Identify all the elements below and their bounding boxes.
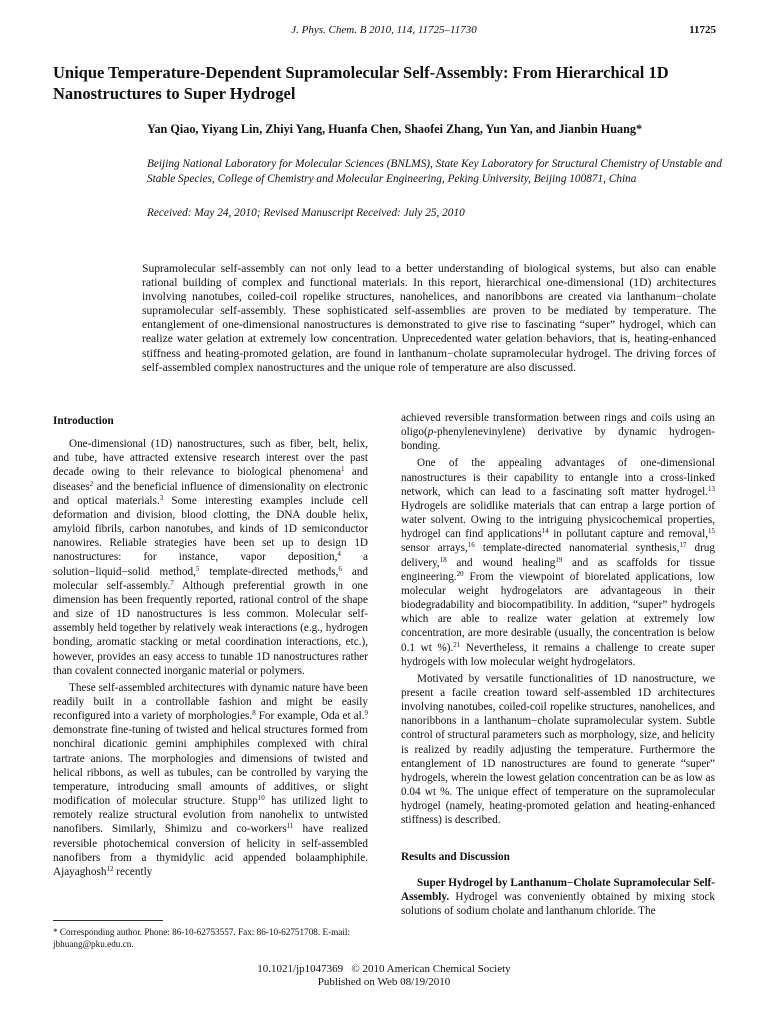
text-run: have realized reversible photochemical conversion of helicity in self-assembled nanofibers from a thymidylic acid appended bolaamphiphile. Ajayaghosh — [53, 823, 368, 878]
reference-marker: 5 — [195, 564, 200, 573]
text-run: For example, Oda et al. — [255, 710, 365, 723]
text-run: template-directed methods, — [199, 565, 339, 578]
reference-marker: 4 — [337, 550, 341, 559]
text-run: Some interesting examples include cell deformation and division, blood clotting, the DNA double helix, amyloid fibrils, carbon nanotubes, and kinds of 1D semiconductor nanowires. Reliable strategies have been set up to design 1D nanostructures: for instance, vapor deposition, — [53, 494, 368, 564]
reference-marker: 21 — [453, 640, 461, 649]
doi-copyright: 10.1021/jp1047369 © 2010 American Chemical Society — [257, 963, 511, 975]
reference-marker: 6 — [338, 564, 342, 573]
journal-citation: J. Phys. Chem. B 2010, 114, 11725–11730 — [291, 24, 477, 36]
reference-marker: 9 — [364, 709, 368, 718]
reference-marker: 13 — [708, 484, 715, 493]
reference-marker: 1 — [340, 465, 345, 474]
text-run: recently — [113, 865, 153, 878]
reference-marker: 10 — [257, 794, 265, 803]
reference-marker: 8 — [252, 709, 256, 718]
intro-paragraph-2 — [53, 681, 368, 879]
text-run: in pollutant capture and removal, — [548, 528, 708, 541]
page-number: 11725 — [689, 24, 716, 36]
text-run: and the beneficial influence of dimensionality on electronic and optical materials. — [53, 480, 368, 507]
reference-marker: 7 — [170, 578, 174, 587]
reference-marker: 15 — [708, 527, 715, 536]
text-run: sensor arrays, — [401, 542, 468, 555]
italic-text: p — [427, 426, 434, 439]
text-run: and wound healing — [446, 556, 556, 569]
intro-paragraph-4: Motivated by versatile functionalities of 1D nanostructure, we present a facile creation toward self-assembled 1D architectures involving nanotubes, coiled-coil ropelike structures, nanohelices, and nanoribbons in a lanthanum−cholate supramolecular system. Subtle control of structural parameters such as morphology, size, and helicity is realized by readily adjusting the temperature. Furthermore the entanglement of 1D nanostructures are found to generate “super” hydrogels, wherein the lowest gelation concentration can be as low as 0.04 wt %. The unique effect of temperature on the supramolecular hydrogel (namely, heating-promoted gelation and heating-enhanced stiffness) is described. — [401, 672, 715, 827]
author-list: Yan Qiao, Yiyang Lin, Zhiyi Yang, Huanfa Chen, Shaofei Zhang, Yun Yan, and Jianbin Huang* — [147, 122, 643, 136]
published-date: Published on Web 08/19/2010 — [317, 975, 451, 988]
affiliation: Beijing National Laboratory for Molecular Sciences (BNLMS), State Key Laboratory for Structural Chemistry of Unstable and Stable Species, College of Chemistry and Molecular Engineering, Peking University, Beijing 100871, China — [147, 158, 722, 185]
running-header — [0, 24, 768, 42]
text-run: and molecular self-assembly. — [53, 565, 369, 592]
article-title: Unique Temperature-Dependent Supramolecular Self-Assembly: From Hierarchical 1D Nanostructures to Super Hydrogel — [53, 63, 669, 103]
text-run: drug delivery, — [401, 542, 715, 569]
reference-marker: 12 — [106, 864, 114, 873]
results-heading: Results and Discussion — [401, 850, 510, 863]
text-run: One-dimensional (1D) nanostructures, such as fiber, belt, helix, and tube, have attracted extensive research interest over the past decade owing to their relevance to biological phenomena — [53, 438, 368, 479]
reference-marker: 2 — [89, 479, 94, 488]
text-run: Hydrogels are solidlike materials that can entrap a large portion of water solvent. Owing to the intriguing physicochemical properties, hydrogel can find applications — [401, 499, 715, 541]
text-run: demonstrate fine-tuning of twisted and helical structures formed from nonchiral dicationic gemini amphiphiles complexed with chiral tartrate anions. The morphologies and dimensions of twisted and helical ribbons, as well as tubules, can be controlled by varying the temperature, introducing small amounts of additives, or slight modification of molecular structure. Stupp — [53, 724, 368, 808]
received-dates: Received: May 24, 2010; Revised Manuscript Received: July 25, 2010 — [147, 207, 465, 219]
subsection-runin-heading: Super Hydrogel by Lanthanum−Cholate Supramolecular Self-Assembly. — [401, 876, 715, 903]
text-run: a solution−liquid−solid method, — [53, 551, 368, 578]
reference-marker: 19 — [555, 555, 563, 564]
left-column — [53, 411, 368, 882]
reference-marker: 14 — [541, 527, 549, 536]
results-paragraph-text: Hydrogel was conveniently obtained by mixing stock solutions of sodium cholate and lanthanum chloride. The — [401, 890, 715, 917]
reference-marker: 17 — [679, 541, 687, 550]
reference-marker: 20 — [456, 569, 464, 578]
text-run: template-directed nanomaterial synthesis, — [474, 542, 680, 555]
footnote-divider — [53, 920, 163, 921]
reference-marker: 11 — [286, 822, 294, 831]
introduction-heading: Introduction — [53, 415, 114, 427]
text-run: Although preferential growth in one dimension has been frequently reported, rational control of the shape and size of 1D nanostructures is less common. Molecular self-assembly held together by relatively weak interactions (e.g., hydrogen bonding, aromatic stacking or metal coordination interactions, etc.), however, provides an easy access to tunable 1D nanostructures rather than covalent connected inorganic material or polymers. — [53, 579, 368, 677]
corresponding-author-footnote: * Corresponding author. Phone: 86-10-62753557. Fax: 86-10-62751708. E-mail: jbhuang@pku.edu.cn. — [53, 927, 351, 950]
intro-paragraph-2-continued — [401, 411, 715, 453]
intro-paragraph-1 — [53, 437, 368, 678]
text-run: and as scaffolds for tissue engineering. — [401, 556, 715, 583]
text-run: and diseases — [53, 466, 368, 493]
text-run: From the viewpoint of biorelated applications, low molecular weight hydrogelators are advantageous in their biodegradability and biocompatibility. In addition, “super” hydrogels which are able to realize water gelation at extremely low concentration, are more desirable (usually, the concentration is below 0.1 wt %). — [401, 570, 715, 654]
intro-paragraph-3 — [401, 456, 715, 668]
abstract: Supramolecular self-assembly can not only lead to a better understanding of biological systems, but also can enable rational building of complex and functional materials. In this report, hierarchical one-dimensional (1D) architectures involving nanotubes, coiled-coil ropelike structures, nanohelices, and nanoribbons are created via lanthanum−cholate supramolecular self-assembly. These sophisticated self-assemblies are proven to be mediated by temperature. The entanglement of one-dimensional nanostructures is demonstrated to give rise to fascinating “super” hydrogel, which can realize water gelation at extremely low concentration. Unprecedented water gelation behaviors, that is, heating-enhanced stiffness and heating-promoted gelation, are found in lanthanum−cholate supramolecular hydrogel. The driving forces of self-assembled complex nanostructures and the unique role of temperature are also discussed. — [142, 262, 716, 374]
text-run: has utilized light to remotely realize structural evolution from nanohelix to untwisted nanofibers. Similarly, Shimizu and co-workers — [53, 795, 368, 836]
reference-marker: 16 — [467, 541, 475, 550]
reference-marker: 3 — [159, 493, 164, 502]
results-paragraph-1 — [401, 876, 715, 918]
text-run: -phenylenevinylene) derivative by dynamic hydrogen-bonding. — [401, 426, 715, 453]
reference-marker: 18 — [439, 555, 447, 564]
text-run: achieved reversible transformation between rings and coils using an oligo( — [401, 412, 715, 439]
page-footer — [0, 963, 768, 988]
text-run: Nevertheless, it remains a challenge to create super hydrogels with low molecular weight hydrogelators. — [401, 641, 715, 668]
right-column — [401, 411, 715, 921]
text-run: These self-assembled architectures with dynamic nature have been readily built in a controllable fashion and might be easily reconfigured into a variety of morphologies. — [53, 681, 368, 723]
text-run: One of the appealing advantages of one-dimensional nanostructures is their capability to entangle into a cross-linked network, which can lead to a fascinating soft matter hydrogel. — [401, 457, 715, 498]
